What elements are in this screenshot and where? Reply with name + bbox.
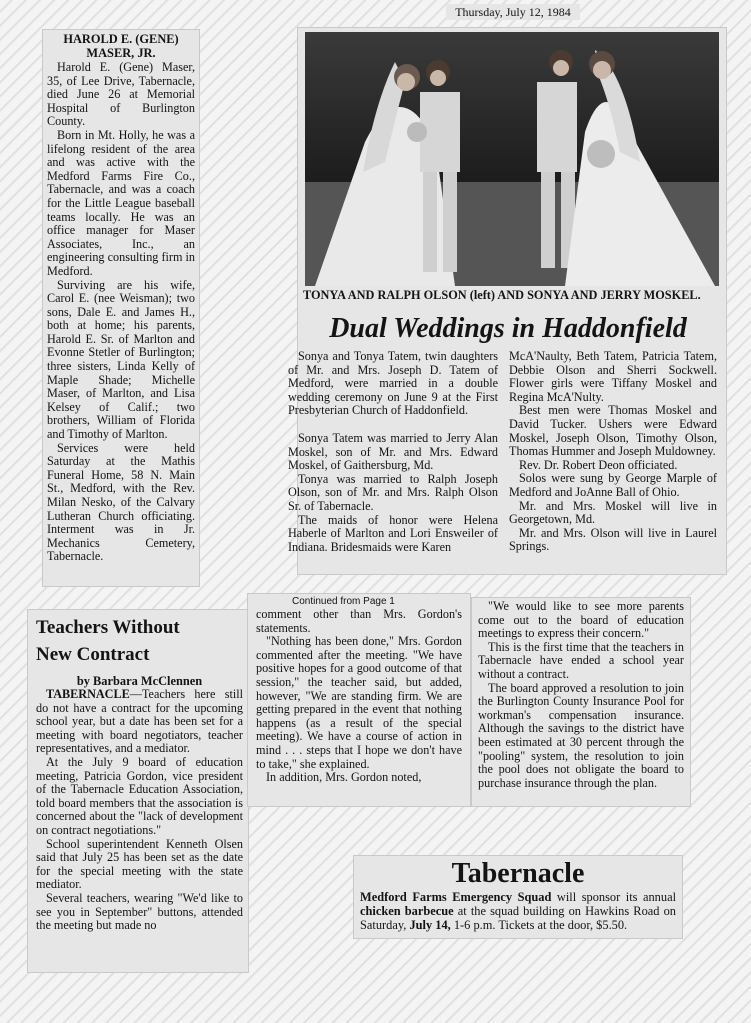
tabernacle-event: chicken barbecue: [360, 904, 454, 918]
tabernacle-text: [360, 890, 676, 932]
obituary-paragraph: Harold E. (Gene) Maser, 35, of Lee Drive, Tabernacle, died June 26 at Memorial Hospital of Burlington County.: [47, 60, 195, 129]
wedding-paragraph: Sonya and Tonya Tatem, twin daughters of Mr. and Mrs. Joseph D. Tatem of Medford, were married in a double wedding ceremony on June 9 at the First Presbyterian Church of Haddonfield.: [288, 349, 498, 418]
wedding-paragraph: Sonya Tatem was married to Jerry Alan Moskel, son of Mr. and Mrs. Edward Moskel, of Gaithersburg, Md.: [288, 430, 498, 473]
wedding-photo: [305, 32, 719, 286]
wedding-column-2: [509, 350, 717, 554]
wedding-paragraph: Mr. and Mrs. Olson will live in Laurel Springs.: [509, 525, 717, 554]
teachers-paragraph: At the July 9 board of education meeting, Patricia Gordon, vice president of the Tabernacle Education Association, told board members that the association is concerned about the "lack of development on contract negotiations.": [36, 754, 243, 837]
teachers-headline-line1: Teachers Without: [36, 617, 180, 638]
tabernacle-org: Medford Farms Emergency Squad: [360, 890, 552, 904]
teachers-paragraph: Several teachers, wearing "We'd like to see you in September" buttons, attended the meeting but made no: [36, 890, 243, 933]
tabernacle-text-2: at the squad building on Hawkins Road on Saturday,: [360, 904, 676, 932]
dateline: Thursday, July 12, 1984: [446, 4, 580, 20]
wedding-paragraph: Rev. Dr. Robert Deon officiated.: [519, 457, 678, 472]
obituary-paragraph: Surviving are his wife, Carol E. (nee Weisman); two sons, Dale E. and James H., both at home; his parents, Harold E. Sr. of Marlton and Evonne Stetler of Burlington; three sisters, Linda Kelly of Maple Shade; Michelle Maser, of Marlton, and Lisa Kelsey of Calif.; two brothers, William of Florida and Timothy of Marlton.: [47, 277, 195, 442]
obituary-paragraph: Services were held Saturday at the Mathis Funeral Home, 58 N. Main St., Medford, with the Rev. Milan Nesko, of the Calvary Lutheran Church officiating. Interment was in Jr. Mechanics Cemetery, Tabernacle.: [47, 440, 195, 564]
teachers-lead-text: —Teachers here still do not have a contract for the upcoming school year, but a date has been set for a meeting with board negotiators, teacher representatives, and a mediator.: [36, 687, 243, 756]
wedding-paragraph: Mr. and Mrs. Moskel will live in Georgetown, Md.: [509, 498, 717, 527]
teachers-lead: [36, 688, 243, 756]
wedding-photo-image: [305, 32, 719, 286]
teachers-dateline-word: TABERNACLE: [46, 687, 130, 701]
teachers-paragraph: comment other than Mrs. Gordon's statements.: [256, 607, 462, 635]
teachers-paragraph: School superintendent Kenneth Olsen said that July 25 has been set as the date for the special meeting with the state mediator.: [36, 836, 243, 892]
wedding-paragraph: The maids of honor were Helena Haberle of Marlton and Lori Ensweiler of Indiana. Bridesmaids were Karen: [288, 512, 498, 554]
wedding-paragraph: Best men were Thomas Moskel and David Tucker. Ushers were Edward Moskel, Joseph Olson, Timothy Olson, Thomas Hummer and Joseph Muldowney.: [509, 403, 717, 459]
teachers-paragraph: The board approved a resolution to join the Burlington County Insurance Pool for workman's compensation insurance. Although the savings to the district have been estimated at 30 percent through the "pooling" system, the resolution to join the pool does not obligate the board to purchase insurance through the plan.: [478, 680, 684, 790]
wedding-paragraph: Solos were sung by George Marple of Medford and JoAnne Ball of Ohio.: [509, 471, 717, 499]
wedding-headline: Dual Weddings in Haddonfield: [329, 313, 687, 344]
wedding-paragraph: Tonya was married to Ralph Joseph Olson, son of Mr. and Mrs. Ralph Olson Sr. of Tabernacle.: [288, 471, 498, 513]
teachers-byline: by Barbara McClennen: [76, 674, 203, 688]
tabernacle-title: Tabernacle: [451, 858, 585, 889]
tabernacle-text-3: 1-6 p.m. Tickets at the door, $5.50.: [450, 918, 628, 932]
tabernacle-notice: [354, 856, 682, 938]
teachers-column-2: [248, 594, 470, 806]
obituary-clipping: [43, 30, 199, 586]
teachers-column-1: [28, 610, 248, 972]
wedding-column-1: [288, 350, 498, 554]
tabernacle-text-1: will sponsor its annual: [551, 890, 677, 904]
photo-caption: TONYA AND RALPH OLSON (left) AND SONYA AND JERRY MOSKEL.: [303, 288, 701, 302]
obituary-title: HAROLD E. (GENE) MASER, JR.: [63, 32, 179, 60]
teachers-column-3: [472, 598, 690, 806]
continued-label: Continued from Page 1: [292, 596, 395, 607]
wedding-paragraph: McA'Naulty, Beth Tatem, Patricia Tatem, Debbie Olson and Sherri Sockwell. Flower girls were Tiffany Moskel and Regina McA'Nulty.: [509, 349, 717, 404]
teachers-paragraph: "We would like to see more parents come out to the board of education meetings to express their concern.": [478, 599, 684, 641]
teachers-headline-line2: New Contract: [36, 644, 150, 665]
teachers-paragraph: "Nothing has been done," Mrs. Gordon commented after the meeting. "We have positive hopes for a good outcome of that session," the teacher said, but added, however, "We are standing firm. We are getting prepared in the event that nothing happens (as a result of the special meeting). We have a course of action in mind . . . steps that I hope we don't have to take," she explained.: [256, 634, 462, 771]
tabernacle-date: July 14,: [409, 918, 451, 932]
teachers-headline: [36, 614, 243, 668]
teachers-paragraph: This is the first time that the teachers in Tabernacle have ended a school year without a contract.: [478, 639, 684, 681]
teachers-paragraph: In addition, Mrs. Gordon noted,: [266, 770, 422, 785]
obituary-paragraph: Born in Mt. Holly, he was a lifelong resident of the area and was active with the Medford Farms Fire Co., Tabernacle, and was a coach for the Little League baseball teams locally. He was an office manager for Maser Associates, Inc., an engineering consulting firm in Medford.: [47, 127, 195, 278]
